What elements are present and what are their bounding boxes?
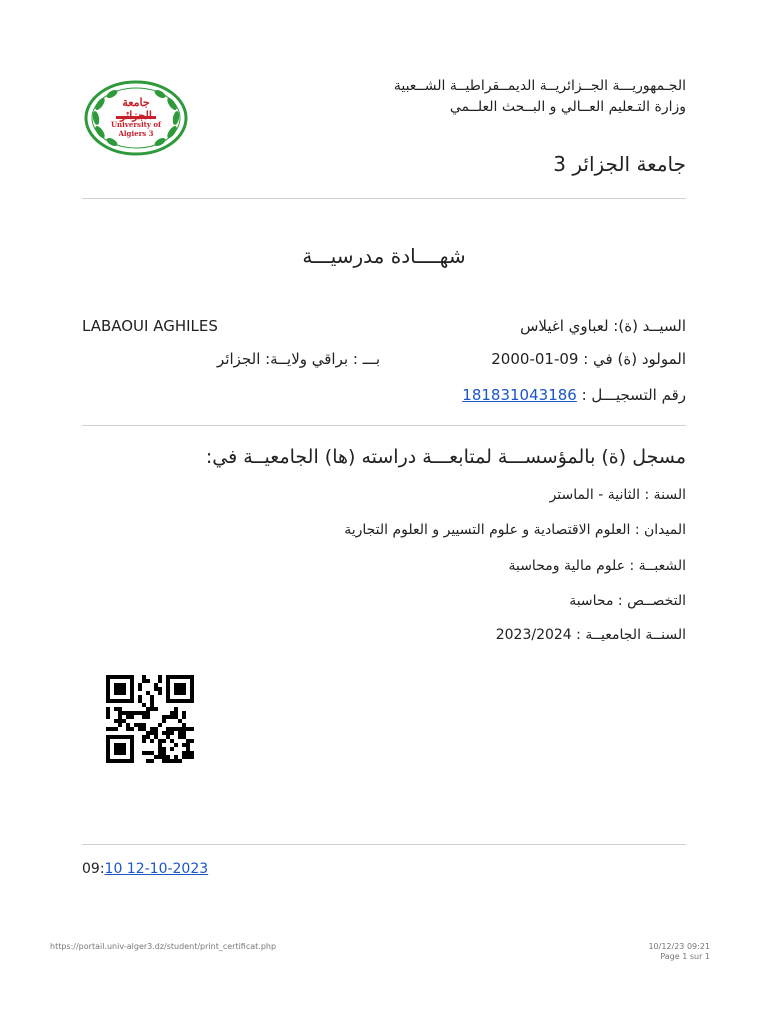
footer-url: https://portail.univ-alger3.dz/student/print_certificat.php <box>50 942 277 951</box>
birth-place: بـــ : براقي ولايــة: الجزائر <box>217 350 380 368</box>
birth-date: المولود (ة) في : 09-01-2000 <box>491 350 686 368</box>
header-republic: الجـمهوريـــة الجــزائريــة الديمــقراطيــة الشــعبية <box>393 78 686 94</box>
university-logo <box>82 78 190 158</box>
divider-bottom <box>82 844 686 845</box>
timestamp-prefix: 09: <box>82 861 105 877</box>
divider-middle <box>82 425 686 426</box>
footer-print-date: 10/12/23 09:21 <box>648 942 710 951</box>
header-ministry: وزارة التـعليم العــالي و البــحث العلــمي <box>449 99 686 115</box>
student-name-latin: LABAOUI AGHILES <box>82 317 218 335</box>
enrollment-branch: الشعبــة : علوم مالية ومحاسبة <box>508 558 686 574</box>
university-name: جامعة الجزائر 3 <box>553 152 686 176</box>
logo-text-ar: جامعة الجزائر <box>120 96 152 122</box>
divider-top <box>82 198 686 199</box>
logo-text-en: University of Algiers 3 <box>110 120 162 138</box>
page-title: شهــــادة مدرسيـــة <box>302 244 466 268</box>
enrollment-specialty: التخصــص : محاسبة <box>569 593 686 609</box>
registration-row <box>386 386 686 404</box>
registration-number-link[interactable]: 181831043186 <box>462 386 577 404</box>
registration-label: رقم التسجيـــل : <box>581 386 686 404</box>
enrollment-field: الميدان : العلوم الاقتصادية و علوم التسيير و العلوم التجارية <box>344 522 686 538</box>
qr-code <box>106 675 194 763</box>
footer-page: Page 1 sur 1 <box>660 952 710 961</box>
enrollment-year: السنة : الثانية - الماستر <box>549 487 686 503</box>
student-name-label: السيــد (ة): لعباوي اغيلاس <box>520 317 686 335</box>
timestamp <box>82 861 208 877</box>
timestamp-link[interactable]: 10 12-10-2023 <box>104 861 209 877</box>
enrollment-heading: مسجل (ة) بالمؤسســـة لمتابعـــة دراسته (ها) الجامعيــة في: <box>205 446 686 468</box>
enrollment-academic-year: السنــة الجامعيــة : 2023/2024 <box>495 627 686 643</box>
